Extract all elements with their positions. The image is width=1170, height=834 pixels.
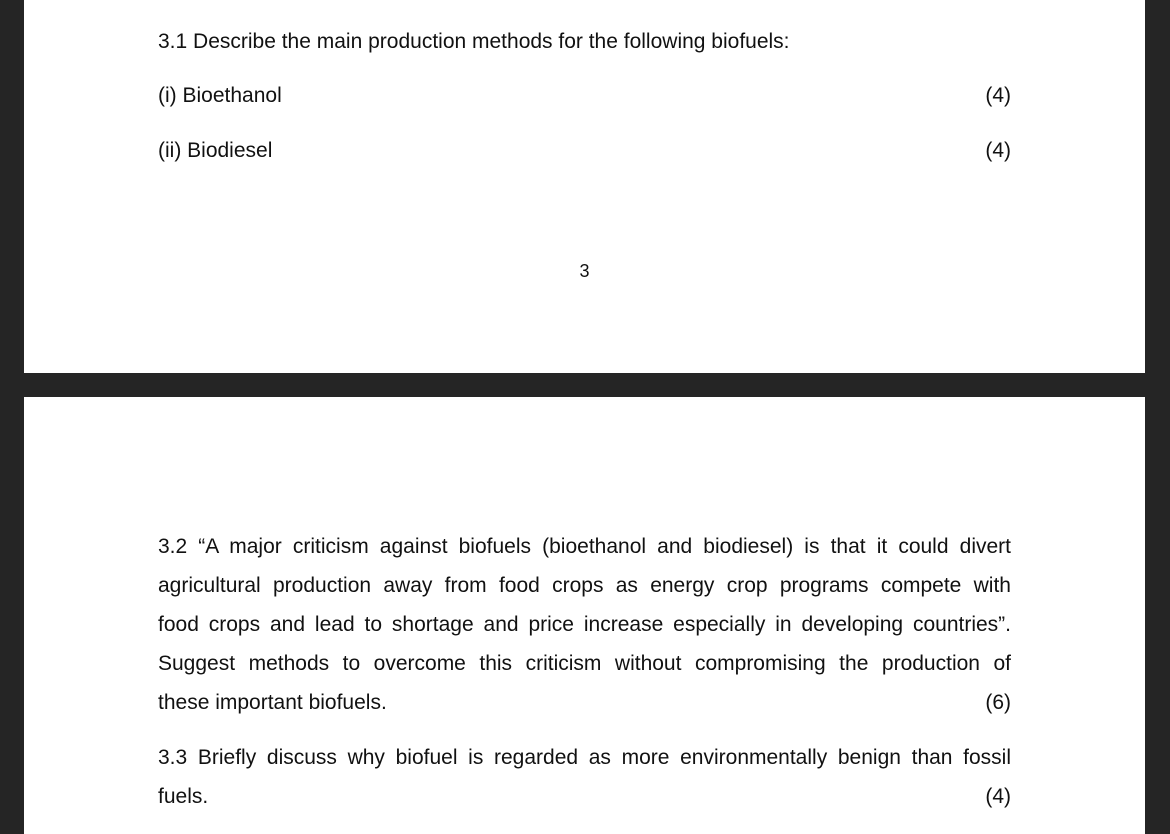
item-label: (ii) Biodiesel xyxy=(158,139,273,162)
question-text-line: food crops and lead to shortage and price increase especially in developing countries”. xyxy=(158,613,1011,636)
question-text-line: Suggest methods to overcome this criticism without compromising the production of xyxy=(158,652,1011,675)
question-text-line: agricultural production away from food crops as energy crop programs compete with xyxy=(158,574,1011,597)
question-last-line xyxy=(158,683,1011,722)
question-marks: (6) xyxy=(985,691,1011,714)
question-text-line: 3.2 “A major criticism against biofuels (bioethanol and biodiesel) is that it could divert xyxy=(158,535,1011,558)
question-text-line: 3.3 Briefly discuss why biofuel is regarded as more environmentally benign than fossil xyxy=(158,746,1011,769)
page-number: 3 xyxy=(579,261,590,281)
page-4 xyxy=(24,397,1145,834)
item-label: (i) Bioethanol xyxy=(158,84,282,107)
question-3-1-title: 3.1 Describe the main production methods for the following biofuels: xyxy=(158,30,790,53)
question-last-line xyxy=(158,777,1011,816)
page-3 xyxy=(24,0,1145,373)
question-3-2 xyxy=(158,527,1011,722)
question-3-3 xyxy=(158,738,1011,816)
item-marks: (4) xyxy=(985,84,1011,107)
question-text-line: these important biofuels. xyxy=(158,691,387,714)
question-text-line: fuels. xyxy=(158,785,209,808)
item-marks: (4) xyxy=(985,139,1011,162)
question-marks: (4) xyxy=(985,785,1011,808)
question-3-1-item-ii xyxy=(158,137,1011,165)
question-3-1-item-i xyxy=(158,82,1011,110)
